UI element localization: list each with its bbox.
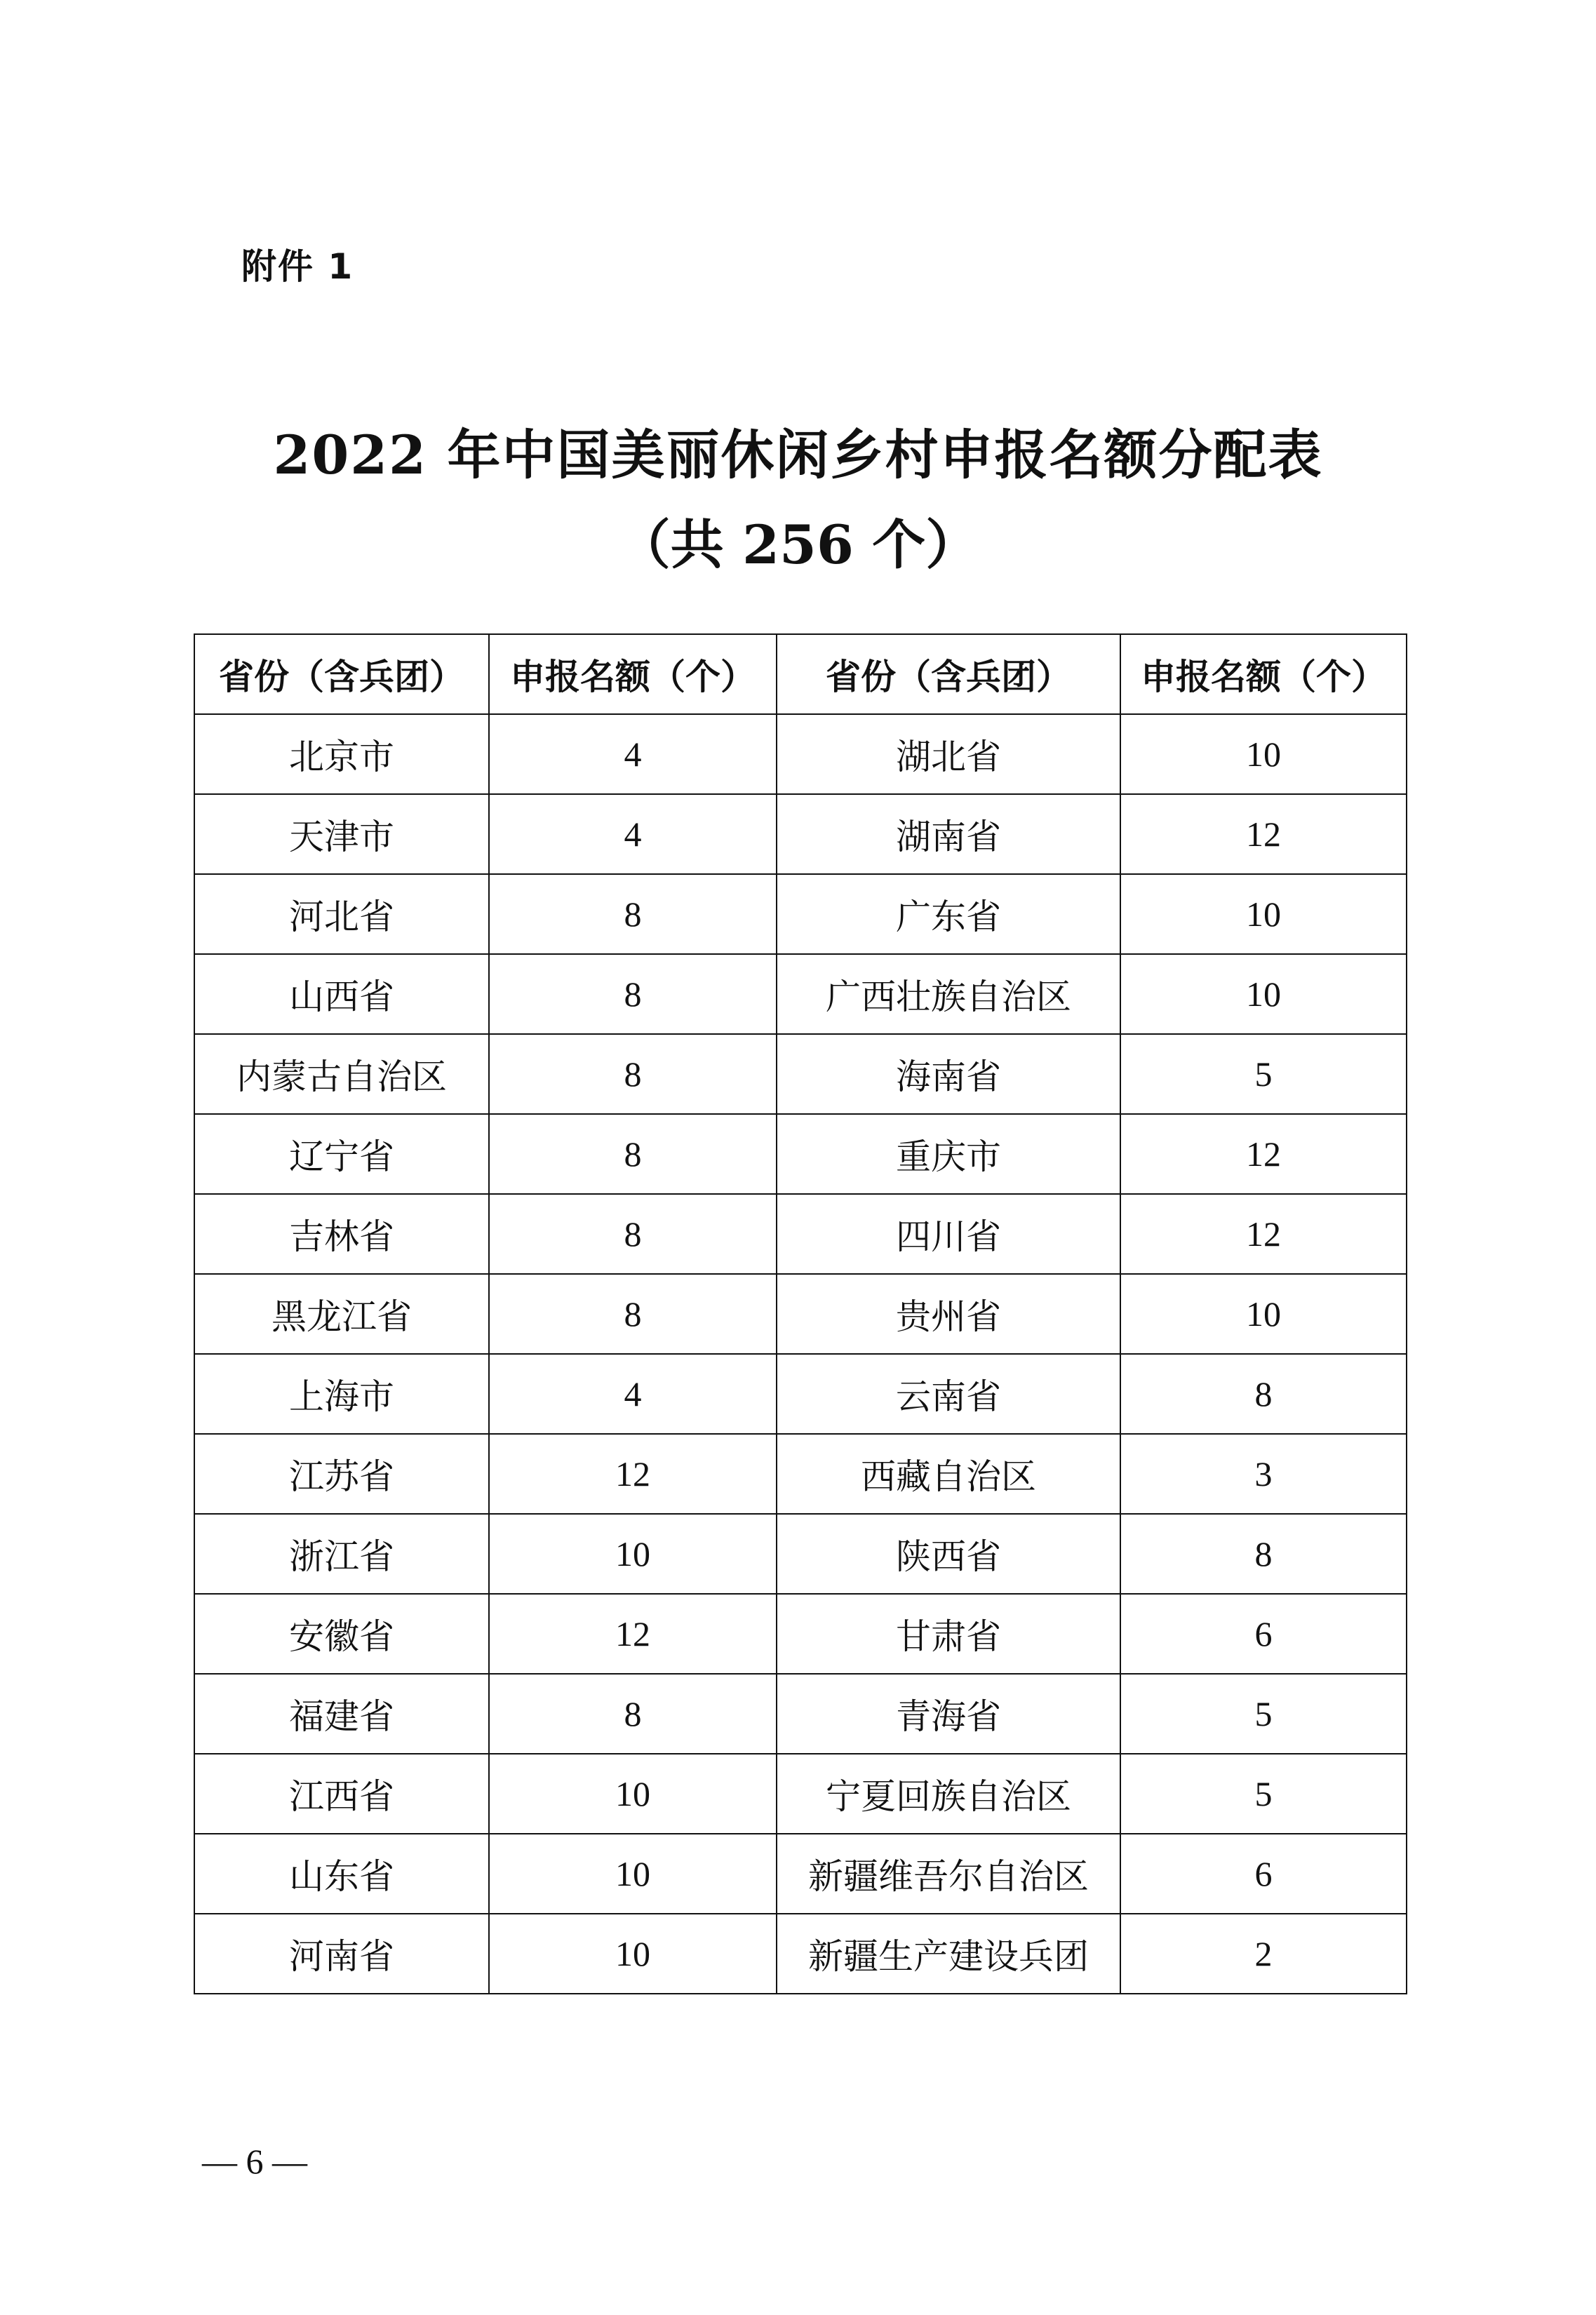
cell-province: 黑龙江省 [194, 1274, 489, 1354]
cell-quota: 8 [1120, 1354, 1407, 1434]
cell-quota: 4 [489, 794, 777, 874]
cell-quota: 5 [1120, 1754, 1407, 1834]
allocation-table [194, 633, 1407, 1994]
cell-quota: 5 [1120, 1034, 1407, 1114]
cell-province: 西藏自治区 [777, 1434, 1120, 1514]
cell-province: 上海市 [194, 1354, 489, 1434]
cell-quota: 12 [1120, 1194, 1407, 1274]
page-subtitle: （共 256 个） [617, 514, 979, 576]
cell-quota: 5 [1120, 1674, 1407, 1754]
cell-province: 山西省 [194, 954, 489, 1034]
cell-quota: 8 [489, 954, 777, 1034]
cell-province: 青海省 [777, 1674, 1120, 1754]
cell-quota: 10 [489, 1514, 777, 1594]
cell-province: 云南省 [777, 1354, 1120, 1434]
header-province-1: 省份（含兵团） [194, 634, 489, 714]
cell-quota: 6 [1120, 1834, 1407, 1914]
cell-province: 吉林省 [194, 1194, 489, 1274]
cell-quota: 10 [489, 1914, 777, 1994]
cell-quota: 4 [489, 714, 777, 794]
page-number: — 6 — [202, 2142, 307, 2181]
cell-province: 宁夏回族自治区 [777, 1754, 1120, 1834]
cell-province: 新疆生产建设兵团 [777, 1914, 1120, 1994]
cell-quota: 8 [489, 874, 777, 954]
table-header-row [194, 634, 1407, 714]
table-row [194, 1194, 1407, 1274]
cell-province: 重庆市 [777, 1114, 1120, 1194]
cell-province: 甘肃省 [777, 1594, 1120, 1674]
header-quota-2: 申报名额（个） [1120, 634, 1407, 714]
table-row [194, 1034, 1407, 1114]
cell-province: 河南省 [194, 1914, 489, 1994]
cell-quota: 2 [1120, 1914, 1407, 1994]
cell-quota: 12 [489, 1594, 777, 1674]
cell-quota: 10 [489, 1834, 777, 1914]
cell-quota: 10 [1120, 874, 1407, 954]
cell-quota: 12 [489, 1434, 777, 1514]
cell-province: 河北省 [194, 874, 489, 954]
cell-quota: 8 [489, 1034, 777, 1114]
cell-province: 四川省 [777, 1194, 1120, 1274]
cell-province: 新疆维吾尔自治区 [777, 1834, 1120, 1914]
cell-province: 湖北省 [777, 714, 1120, 794]
cell-quota: 10 [489, 1754, 777, 1834]
cell-quota: 8 [489, 1114, 777, 1194]
cell-province: 广西壮族自治区 [777, 954, 1120, 1034]
attachment-label: 附件 1 [241, 246, 354, 287]
header-quota-1: 申报名额（个） [489, 634, 777, 714]
cell-province: 贵州省 [777, 1274, 1120, 1354]
cell-province: 广东省 [777, 874, 1120, 954]
table-row [194, 954, 1407, 1034]
header-province-2: 省份（含兵团） [777, 634, 1120, 714]
cell-province: 安徽省 [194, 1594, 489, 1674]
table-row [194, 1114, 1407, 1194]
cell-province: 湖南省 [777, 794, 1120, 874]
cell-quota: 8 [489, 1274, 777, 1354]
table-row [194, 1754, 1407, 1834]
cell-province: 天津市 [194, 794, 489, 874]
cell-quota: 12 [1120, 794, 1407, 874]
cell-quota: 6 [1120, 1594, 1407, 1674]
table-row [194, 1274, 1407, 1354]
cell-quota: 10 [1120, 954, 1407, 1034]
table-row [194, 1674, 1407, 1754]
cell-province: 江苏省 [194, 1434, 489, 1514]
cell-province: 福建省 [194, 1674, 489, 1754]
table-row [194, 714, 1407, 794]
cell-quota: 8 [489, 1674, 777, 1754]
cell-province: 陕西省 [777, 1514, 1120, 1594]
table-row [194, 1834, 1407, 1914]
cell-province: 北京市 [194, 714, 489, 794]
page-title: 2022 年中国美丽休闲乡村申报名额分配表 [273, 424, 1323, 486]
cell-province: 海南省 [777, 1034, 1120, 1114]
table-row [194, 1354, 1407, 1434]
table-body [194, 714, 1407, 1994]
table-row [194, 794, 1407, 874]
cell-quota: 8 [489, 1194, 777, 1274]
table-row [194, 1434, 1407, 1514]
cell-province: 浙江省 [194, 1514, 489, 1594]
table-row [194, 1514, 1407, 1594]
cell-province: 辽宁省 [194, 1114, 489, 1194]
cell-quota: 10 [1120, 714, 1407, 794]
cell-quota: 12 [1120, 1114, 1407, 1194]
cell-province: 山东省 [194, 1834, 489, 1914]
cell-quota: 10 [1120, 1274, 1407, 1354]
cell-quota: 3 [1120, 1434, 1407, 1514]
cell-quota: 4 [489, 1354, 777, 1434]
table-row [194, 1594, 1407, 1674]
cell-quota: 8 [1120, 1514, 1407, 1594]
cell-province: 内蒙古自治区 [194, 1034, 489, 1114]
cell-province: 江西省 [194, 1754, 489, 1834]
table-row [194, 1914, 1407, 1994]
table-row [194, 874, 1407, 954]
